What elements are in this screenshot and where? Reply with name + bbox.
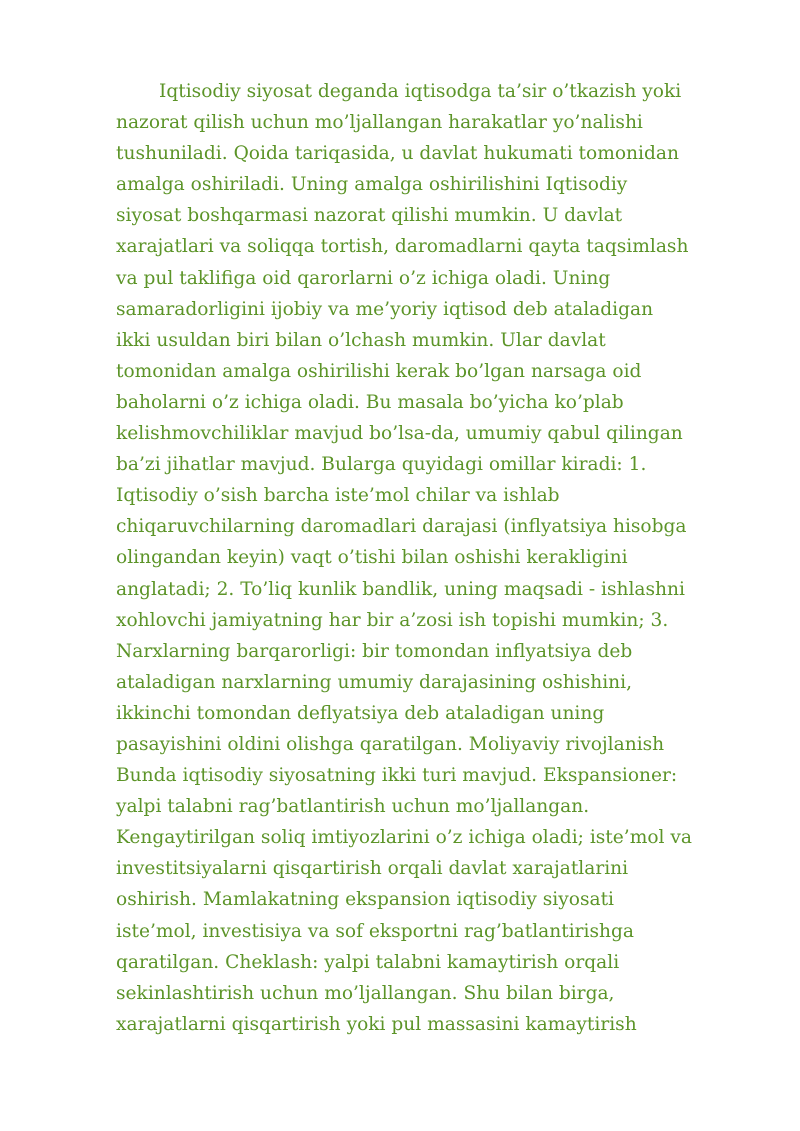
text-line: va pul taklifiga oid qarorlarni o’z ichiga oladi. Uning xyxy=(116,267,611,289)
text-line: oshirish. Mamlakatning ekspansion iqtisodiy siyosati xyxy=(116,889,615,911)
text-line: xohlovchi jamiyatning har bir a’zosi ish topishi mumkin; 3. xyxy=(116,609,669,631)
body-paragraph xyxy=(116,76,756,1040)
text-line: qaratilgan. Cheklash: yalpi talabni kamaytirish orqali xyxy=(116,951,620,973)
text-line: Bunda iqtisodiy siyosatning ikki turi mavjud. Ekspansioner: xyxy=(116,765,678,787)
text-line: Iqtisodiy o’sish barcha iste’mol chilar va ishlab xyxy=(116,485,560,507)
text-line: ataladigan narxlarning umumiy darajasining oshishini, xyxy=(116,671,633,693)
text-line: baholarni o’z ichiga oladi. Bu masala bo’yicha ko’plab xyxy=(116,391,624,413)
text-line: nazorat qilish uchun mo’ljallangan harakatlar yo’nalishi xyxy=(116,112,643,134)
text-line: amalga oshiriladi. Uning amalga oshirilishini Iqtisodiy xyxy=(116,174,628,196)
text-line: olingandan keyin) vaqt o’tishi bilan oshishi kerakligini xyxy=(116,547,628,569)
text-line: samaradorligini ijobiy va me’yoriy iqtisod deb ataladigan xyxy=(116,298,654,320)
text-line: tushuniladi. Qoida tariqasida, u davlat hukumati tomonidan xyxy=(116,143,679,165)
text-line: Narxlarning barqarorligi: bir tomondan inflyatsiya deb xyxy=(116,640,633,662)
text-line: chiqaruvchilarning daromadlari darajasi (inflyatsiya hisobga xyxy=(116,516,687,538)
text-line: ba’zi jihatlar mavjud. Bularga quyidagi omillar kiradi: 1. xyxy=(116,454,647,476)
text-line: ikkinchi tomondan deflyatsiya deb ataladigan uning xyxy=(116,702,605,724)
text-line: anglatadi; 2. To’liq kunlik bandlik, uning maqsadi - ishlashni xyxy=(116,578,685,600)
text-line: xarajatlarni qisqartirish yoki pul massasini kamaytirish xyxy=(116,1013,637,1035)
text-line: iste’mol, investisiya va sof eksportni rag’batlantirishga xyxy=(116,920,634,942)
text-line: tomonidan amalga oshirilishi kerak bo’lgan narsaga oid xyxy=(116,360,642,382)
text-line: ikki usuldan biri bilan o’lchash mumkin. Ular davlat xyxy=(116,329,606,351)
text-line: yalpi talabni rag’batlantirish uchun mo’ljallangan. xyxy=(116,796,590,818)
text-line: investitsiyalarni qisqartirish orqali davlat xarajatlarini xyxy=(116,858,629,880)
text-line: sekinlashtirish uchun mo’ljallangan. Shu bilan birga, xyxy=(116,982,615,1004)
text-line: Iqtisodiy siyosat deganda iqtisodga ta’sir o’tkazish yoki xyxy=(159,81,682,102)
text-line: pasayishini oldini olishga qaratilgan. Moliyaviy rivojlanish xyxy=(116,733,665,755)
text-line: Kengaytirilgan soliq imtiyozlarini o’z ichiga oladi; iste’mol va xyxy=(116,827,692,849)
text-line: kelishmovchiliklar mavjud bo’lsa-da, umumiy qabul qilingan xyxy=(116,423,683,445)
text-line: siyosat boshqarmasi nazorat qilishi mumkin. U davlat xyxy=(116,205,623,227)
text-line: xarajatlari va soliqqa tortish, daromadlarni qayta taqsimlash xyxy=(116,236,689,258)
